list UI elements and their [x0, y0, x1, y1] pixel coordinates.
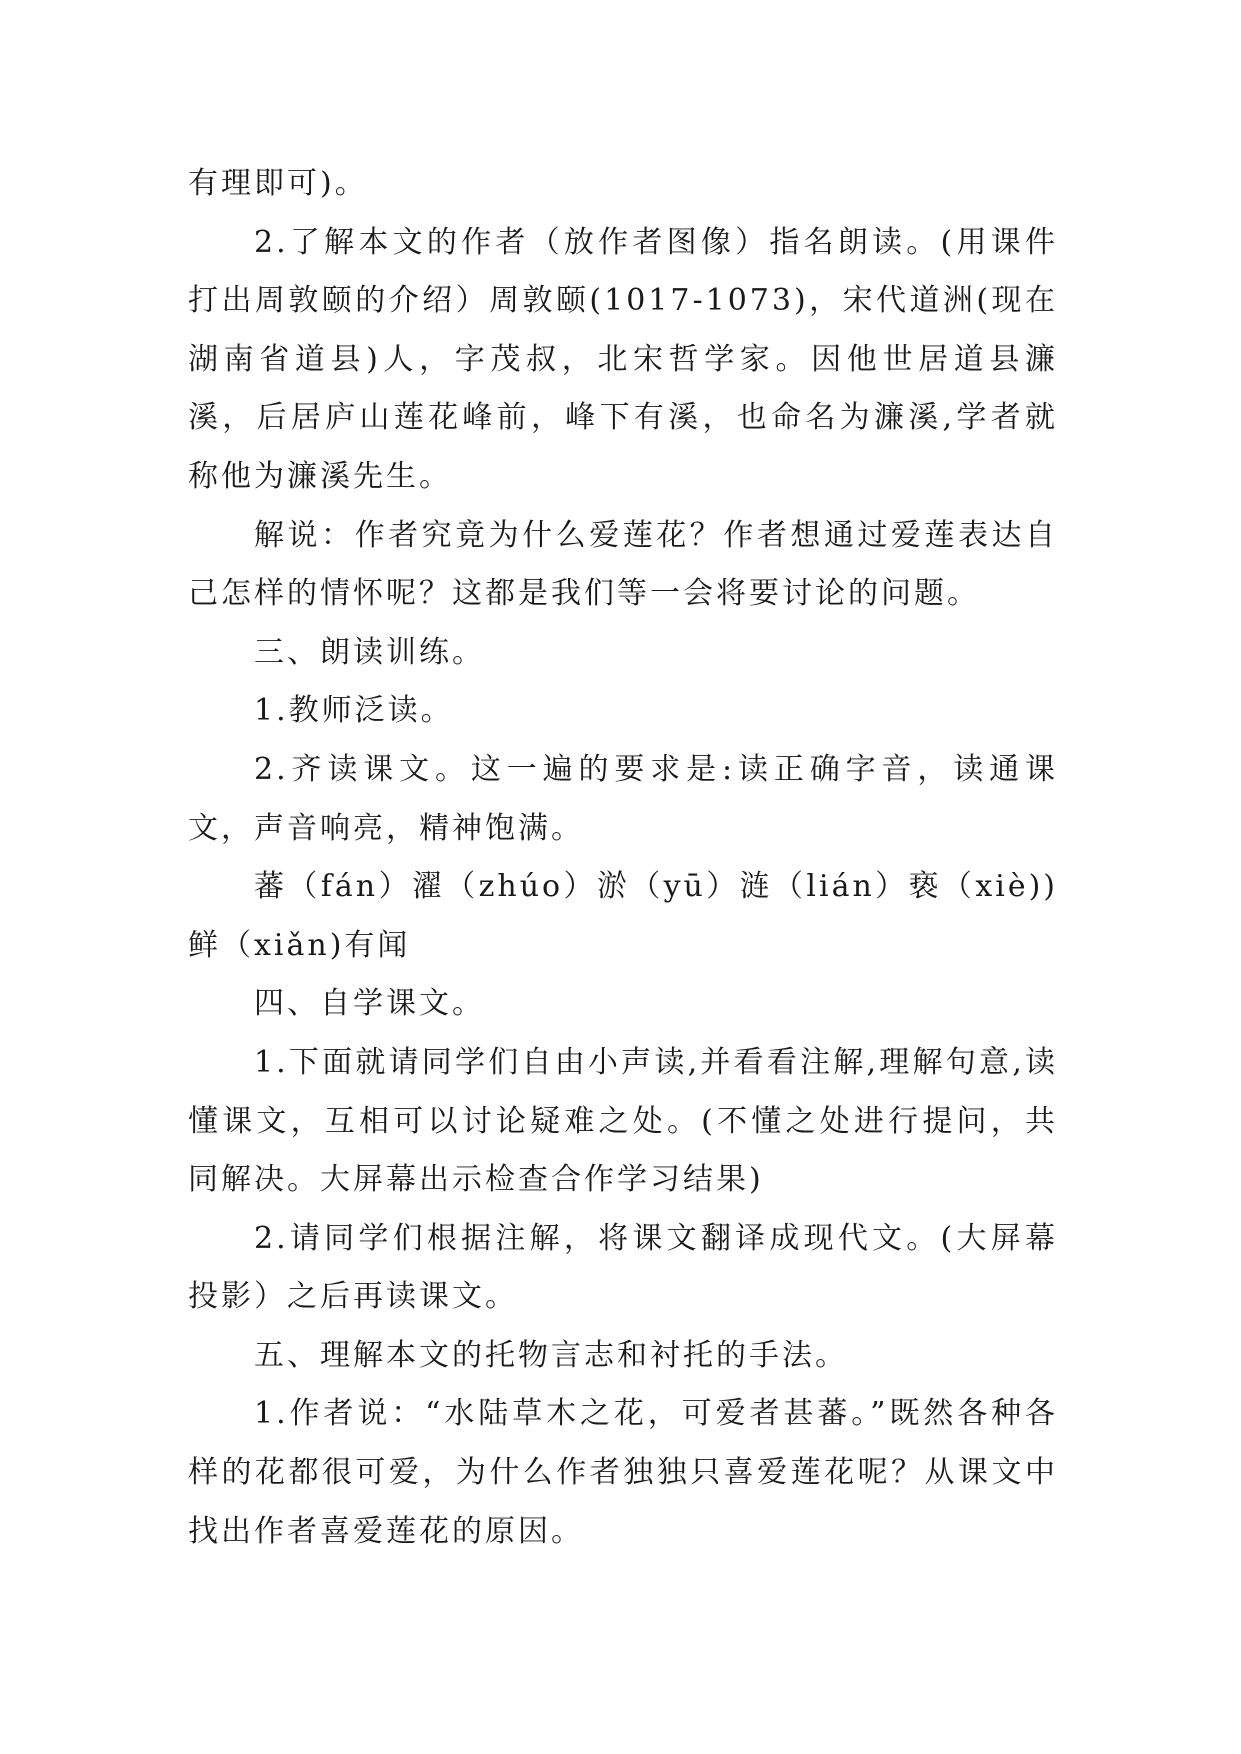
paragraph-author-intro: 2.了解本文的作者（放作者图像）指名朗读。(用课件打出周敦颐的介绍）周敦颐(1017-1073)，宋代道洲(现在湖南省道县)人，字茂叔，北宋哲学家。因他世居道县濂溪，后居庐山莲花峰前，峰下有溪，也命名为濂溪,学者就称他为濂溪先生。 — [188, 224, 1058, 494]
paragraph-teacher-reading: 1.教师泛读。 — [254, 693, 454, 729]
paragraph-group-reading: 2.齐读课文。这一遍的要求是:读正确字音，读通课文，声音响亮，精神饱满。 — [188, 751, 1058, 846]
paragraph-self-study-1: 1.下面就请同学们自由小声读,并看看注解,理解句意,读懂课文，互相可以讨论疑难之处。(不懂之处进行提问，共同解决。大屏幕出示检查合作学习结果) — [188, 1044, 1058, 1198]
section-heading-reading: 三、朗读训练。 — [254, 634, 485, 670]
section-heading-self-study: 四、自学课文。 — [254, 986, 485, 1022]
paragraph-self-study-2: 2.请同学们根据注解，将课文翻译成现代文。(大屏幕投影）之后再读课文。 — [188, 1220, 1058, 1315]
document-body — [188, 155, 1058, 1561]
paragraph-pronunciation: 蕃（fán）濯（zhúo）淤（yū）涟（lián）亵（xiè))鲜（xiǎn)有闻 — [188, 869, 1058, 963]
paragraph-technique-1: 1.作者说：“水陆草木之花，可爱者甚蕃。”既然各种各样的花都很可爱，为什么作者独独只喜爱莲花呢？从课文中找出作者喜爱莲花的原因。 — [188, 1396, 1058, 1549]
paragraph-explanation: 解说：作者究竟为什么爱莲花？作者想通过爱莲表达自己怎样的情怀呢？这都是我们等一会将要讨论的问题。 — [188, 517, 1058, 612]
section-heading-technique: 五、理解本文的托物言志和衬托的手法。 — [254, 1337, 848, 1373]
paragraph-intro-end: 有理即可)。 — [188, 166, 368, 201]
